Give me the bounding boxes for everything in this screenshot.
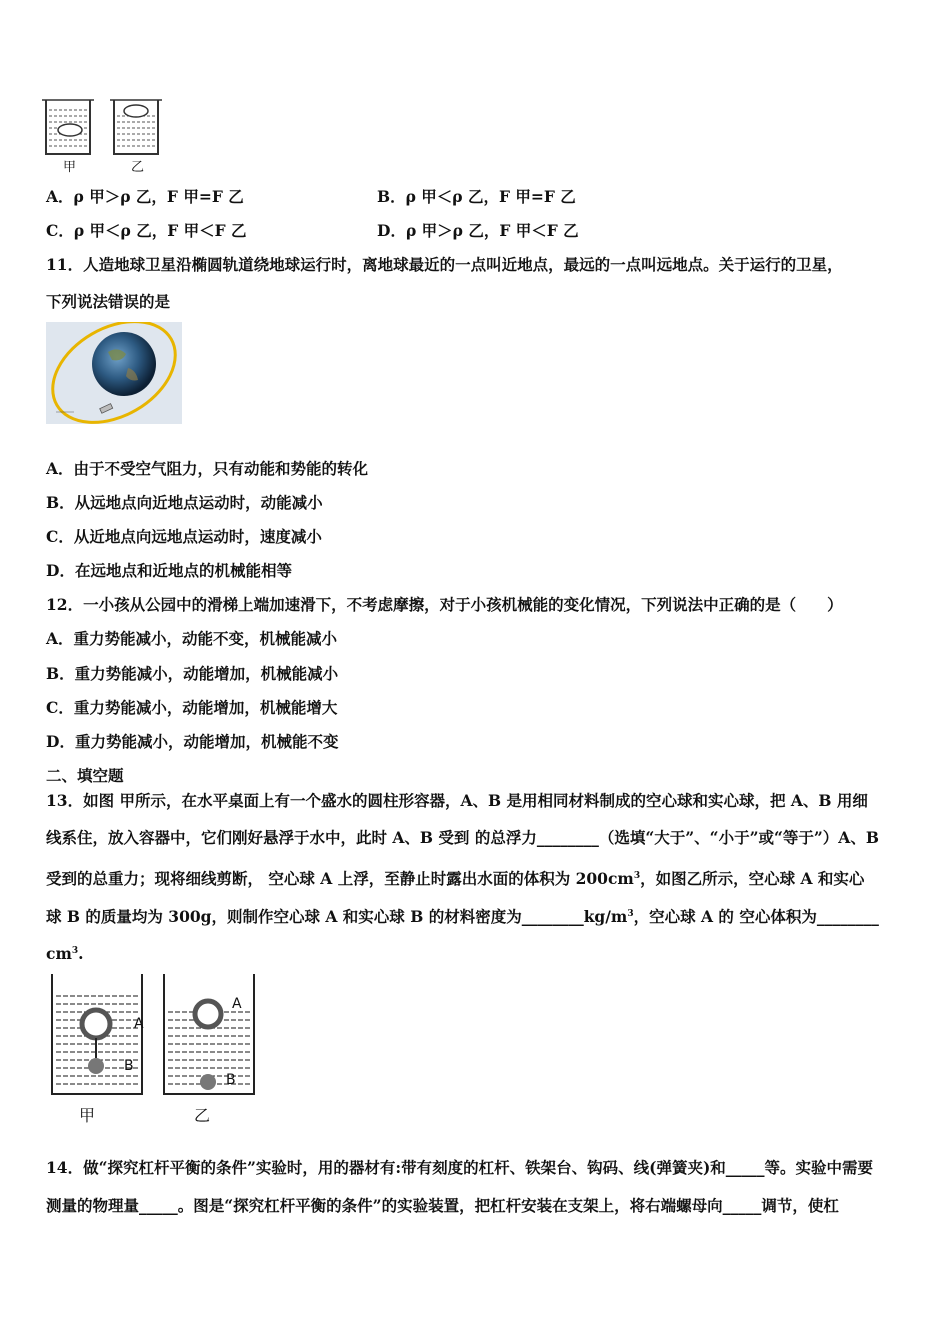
q12-option-c: C．重力势能减小，动能增加，机械能增大 <box>46 698 338 717</box>
q14-line2: 测量的物理量_____。图是“探究杠杆平衡的条件”的实验装置，把杠杆安装在支架上，将右端螺母向_____调节，使杠 <box>46 1196 839 1215</box>
q12-option-d: D．重力势能减小，动能增加，机械能不变 <box>46 732 339 751</box>
q10-option-b: B．ρ 甲＜ρ 乙，F 甲=F 乙 <box>377 187 576 206</box>
container-jia <box>52 974 142 1094</box>
q13-label-a-jia: A <box>134 1016 144 1032</box>
q13-line2: 线系住，放入容器中，它们刚好悬浮于水中，此时 A、B 受到 的总浮力________（选填“大于”、“小于”或“等于”）A、B <box>46 828 879 847</box>
q12-option-a: A．重力势能减小，动能不变，机械能减小 <box>46 629 338 648</box>
q13-label-yi: 乙 <box>194 1106 211 1125</box>
q11-option-a: A．由于不受空气阻力，只有动能和势能的转化 <box>46 459 369 478</box>
q10-option-a: A．ρ 甲＞ρ 乙，F 甲=F 乙 <box>46 187 244 206</box>
q13-label-jia: 甲 <box>79 1106 96 1125</box>
q11-stem-line1: 11．人造地球卫星沿椭圆轨道绕地球运行时，离地球最近的一点叫近地点，最远的一点叫远地点。关于运行的卫星， <box>46 255 843 274</box>
q10-beakers-figure <box>40 96 170 168</box>
q11-option-c: C．从近地点向远地点运动时，速度减小 <box>46 527 322 546</box>
section-title-fill-blank: 二、填空题 <box>46 766 124 785</box>
q13-label-b-yi: B <box>226 1072 236 1088</box>
q10-option-c: C．ρ 甲＜ρ 乙，F 甲＜F 乙 <box>46 221 247 240</box>
q11-option-b: B．从远地点向近地点运动时，动能减小 <box>46 493 323 512</box>
container-yi <box>164 974 254 1094</box>
satellite-orbit-image <box>46 322 182 424</box>
q10-option-d: D．ρ 甲＞ρ 乙，F 甲＜F 乙 <box>377 221 579 240</box>
q11-stem-line2: 下列说法错误的是 <box>46 292 171 311</box>
beaker-jia <box>42 100 94 154</box>
q13-label-a-yi: A <box>232 996 242 1012</box>
q14-line1: 14．做“探究杠杆平衡的条件”实验时，用的器材有:带有刻度的杠杆、铁架台、钩码、线(弹簧夹)和_____等。实验中需要 <box>46 1158 874 1177</box>
q10-label-jia: 甲 <box>63 160 77 175</box>
q11-option-d: D．在远地点和近地点的机械能相等 <box>46 561 292 580</box>
q13-line5: $cm^3$. <box>46 944 84 964</box>
q13-line3: 受到的总重力；现将细线剪断， 空心球 A 上浮，至静止时露出水面的体积为 $200cm^3$，如图乙所示，空心球 A 和实心 <box>46 869 865 889</box>
q12-option-b: B．重力势能减小，动能增加，机械能减小 <box>46 664 339 683</box>
q12-stem: 12．一小孩从公园中的滑梯上端加速滑下，不考虑摩擦，对于小孩机械能的变化情况，下列说法中正确的是（ ） <box>46 595 843 614</box>
beaker-yi <box>110 100 162 154</box>
q13-label-b-jia: B <box>124 1058 134 1074</box>
q13-line1: 13．如图 甲所示，在水平桌面上有一个盛水的圆柱形容器，A、B 是用相同材料制成的空心球和实心球，把 A、B 用细 <box>46 791 868 810</box>
q10-label-yi: 乙 <box>131 160 145 175</box>
q13-line4: 球 B 的质量均为 300g，则制作空心球 A 和实心球 B 的材料密度为$\_\_\_\_\_\_\_\_kg/m^3$，空心球 A 的 空心体积为________ <box>46 907 879 927</box>
